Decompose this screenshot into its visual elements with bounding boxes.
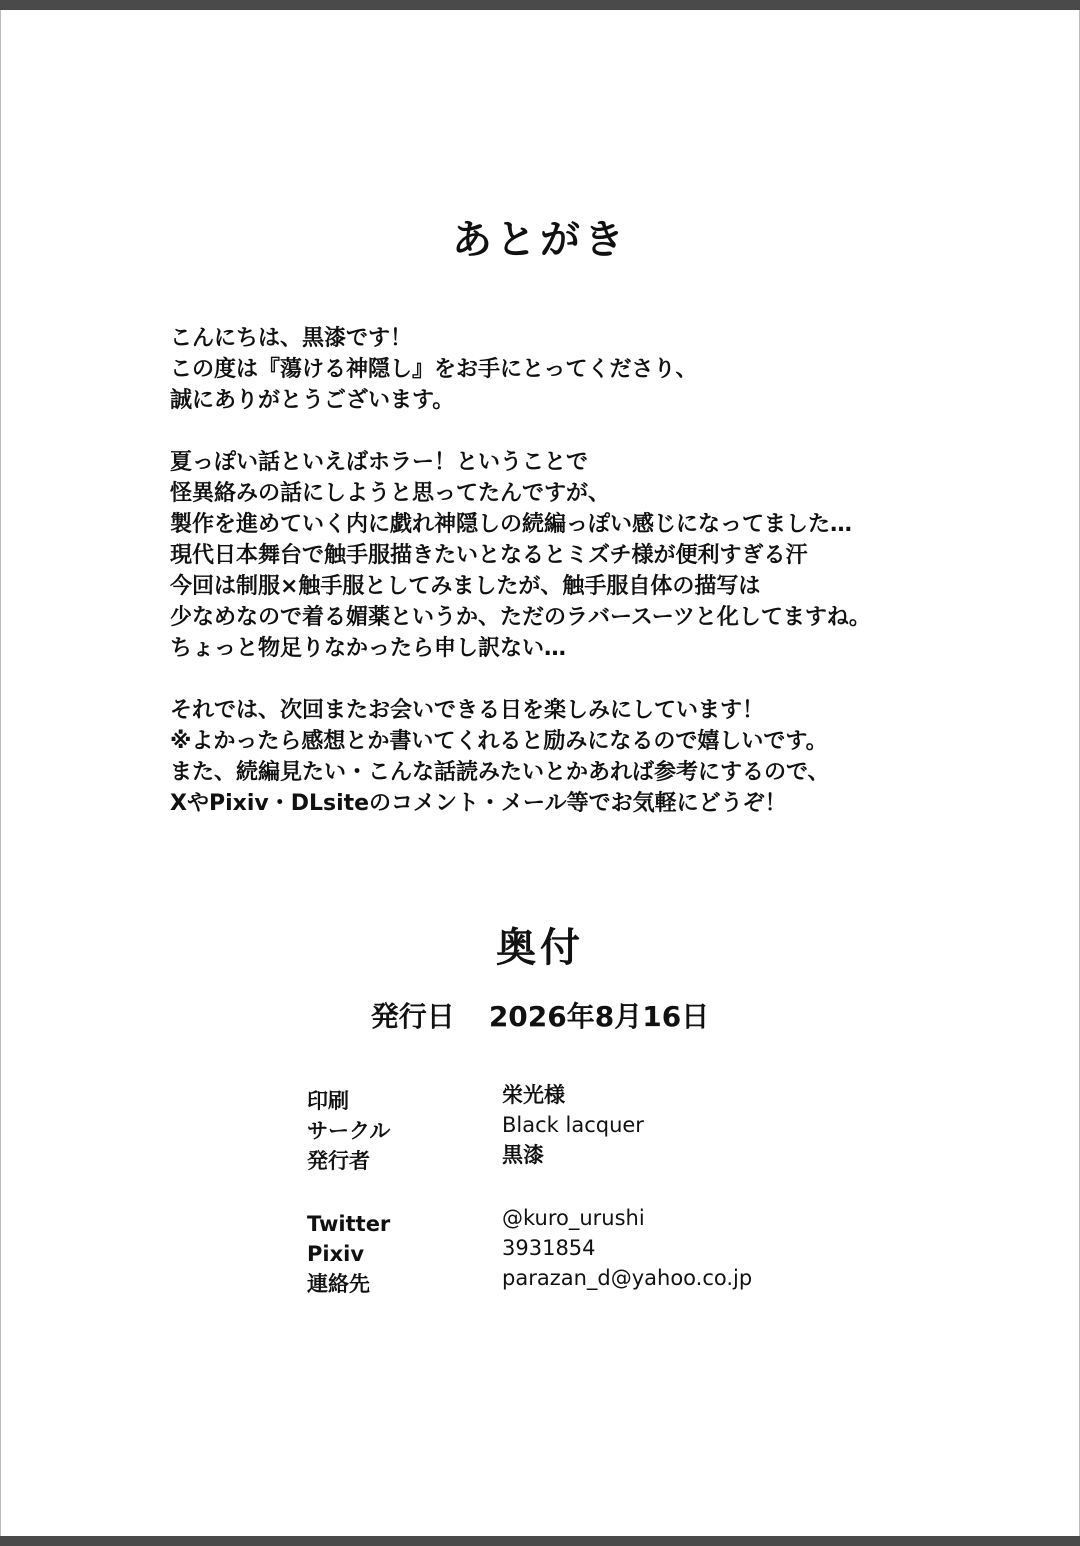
afterword-line: この度は『蕩ける神隠し』をお手にとってくださり、 [170,357,698,382]
colophon-title: 奥付 [496,925,584,971]
info-label: 発行者 [307,1149,370,1173]
afterword-line: ※よかったら感想とか書いてくれると励みになるので嬉しいです。 [170,729,828,754]
issue-date-label: 発行日 [370,1000,455,1033]
afterword-line: こんにちは、黒漆です！ [170,326,413,351]
info-label: 印刷 [307,1089,349,1113]
twitter-handle: @kuro_urushi [502,1206,645,1230]
info-value: Black lacquer [502,1113,644,1137]
viewer-bottom-bar [0,1536,1080,1546]
info-value: 黒漆 [502,1143,544,1167]
afterword-body [170,323,970,850]
afterword-paragraph-story [170,447,970,664]
afterword-line: XやPixiv・DLsiteのコメント・メール等でお気軽にどうぞ！ [170,791,787,816]
afterword-line: 少なめなので着る媚薬というか、ただのラバースーツと化してますね。 [170,605,871,630]
afterword-line: それでは、次回またお会いできる日を楽しみにしています！ [170,698,765,723]
viewer-top-bar [0,0,1080,10]
info-value: 栄光様 [502,1083,565,1107]
afterword-line: 夏っぽい話といえばホラー！ということで [170,450,589,475]
info-label: Twitter [307,1212,391,1236]
afterword-paragraph-greeting [170,323,970,416]
afterword-title: あとがき [452,217,628,263]
issue-date-line [0,996,1080,1038]
contact-email: parazan_d@yahoo.co.jp [502,1266,753,1290]
info-label: Pixiv [307,1242,365,1266]
afterword-line: 製作を進めていく内に戯れ神隠しの続編っぽい感じになってました… [170,512,853,537]
afterword-line: 怪異絡みの話にしようと思ってたんですが、 [170,481,611,506]
afterword-line: 誠にありがとうございます。 [170,388,455,413]
afterword-paragraph-closing [170,695,970,819]
afterword-line: また、続編見たい・こんな話読みたいとかあれば参考にするので、 [170,760,830,785]
afterword-line: 今回は制服×触手服としてみましたが、触手服自体の描写は [170,574,761,599]
afterword-line: ちょっと物足りなかったら申し訳ない… [170,636,567,661]
pixiv-id: 3931854 [502,1236,596,1260]
issue-date-value: 2026年8月16日 [488,1000,710,1033]
info-label: サークル [307,1119,391,1143]
info-label: 連絡先 [307,1272,370,1296]
afterword-line: 現代日本舞台で触手服描きたいとなるとミズチ様が便利すぎる汗 [170,543,808,568]
